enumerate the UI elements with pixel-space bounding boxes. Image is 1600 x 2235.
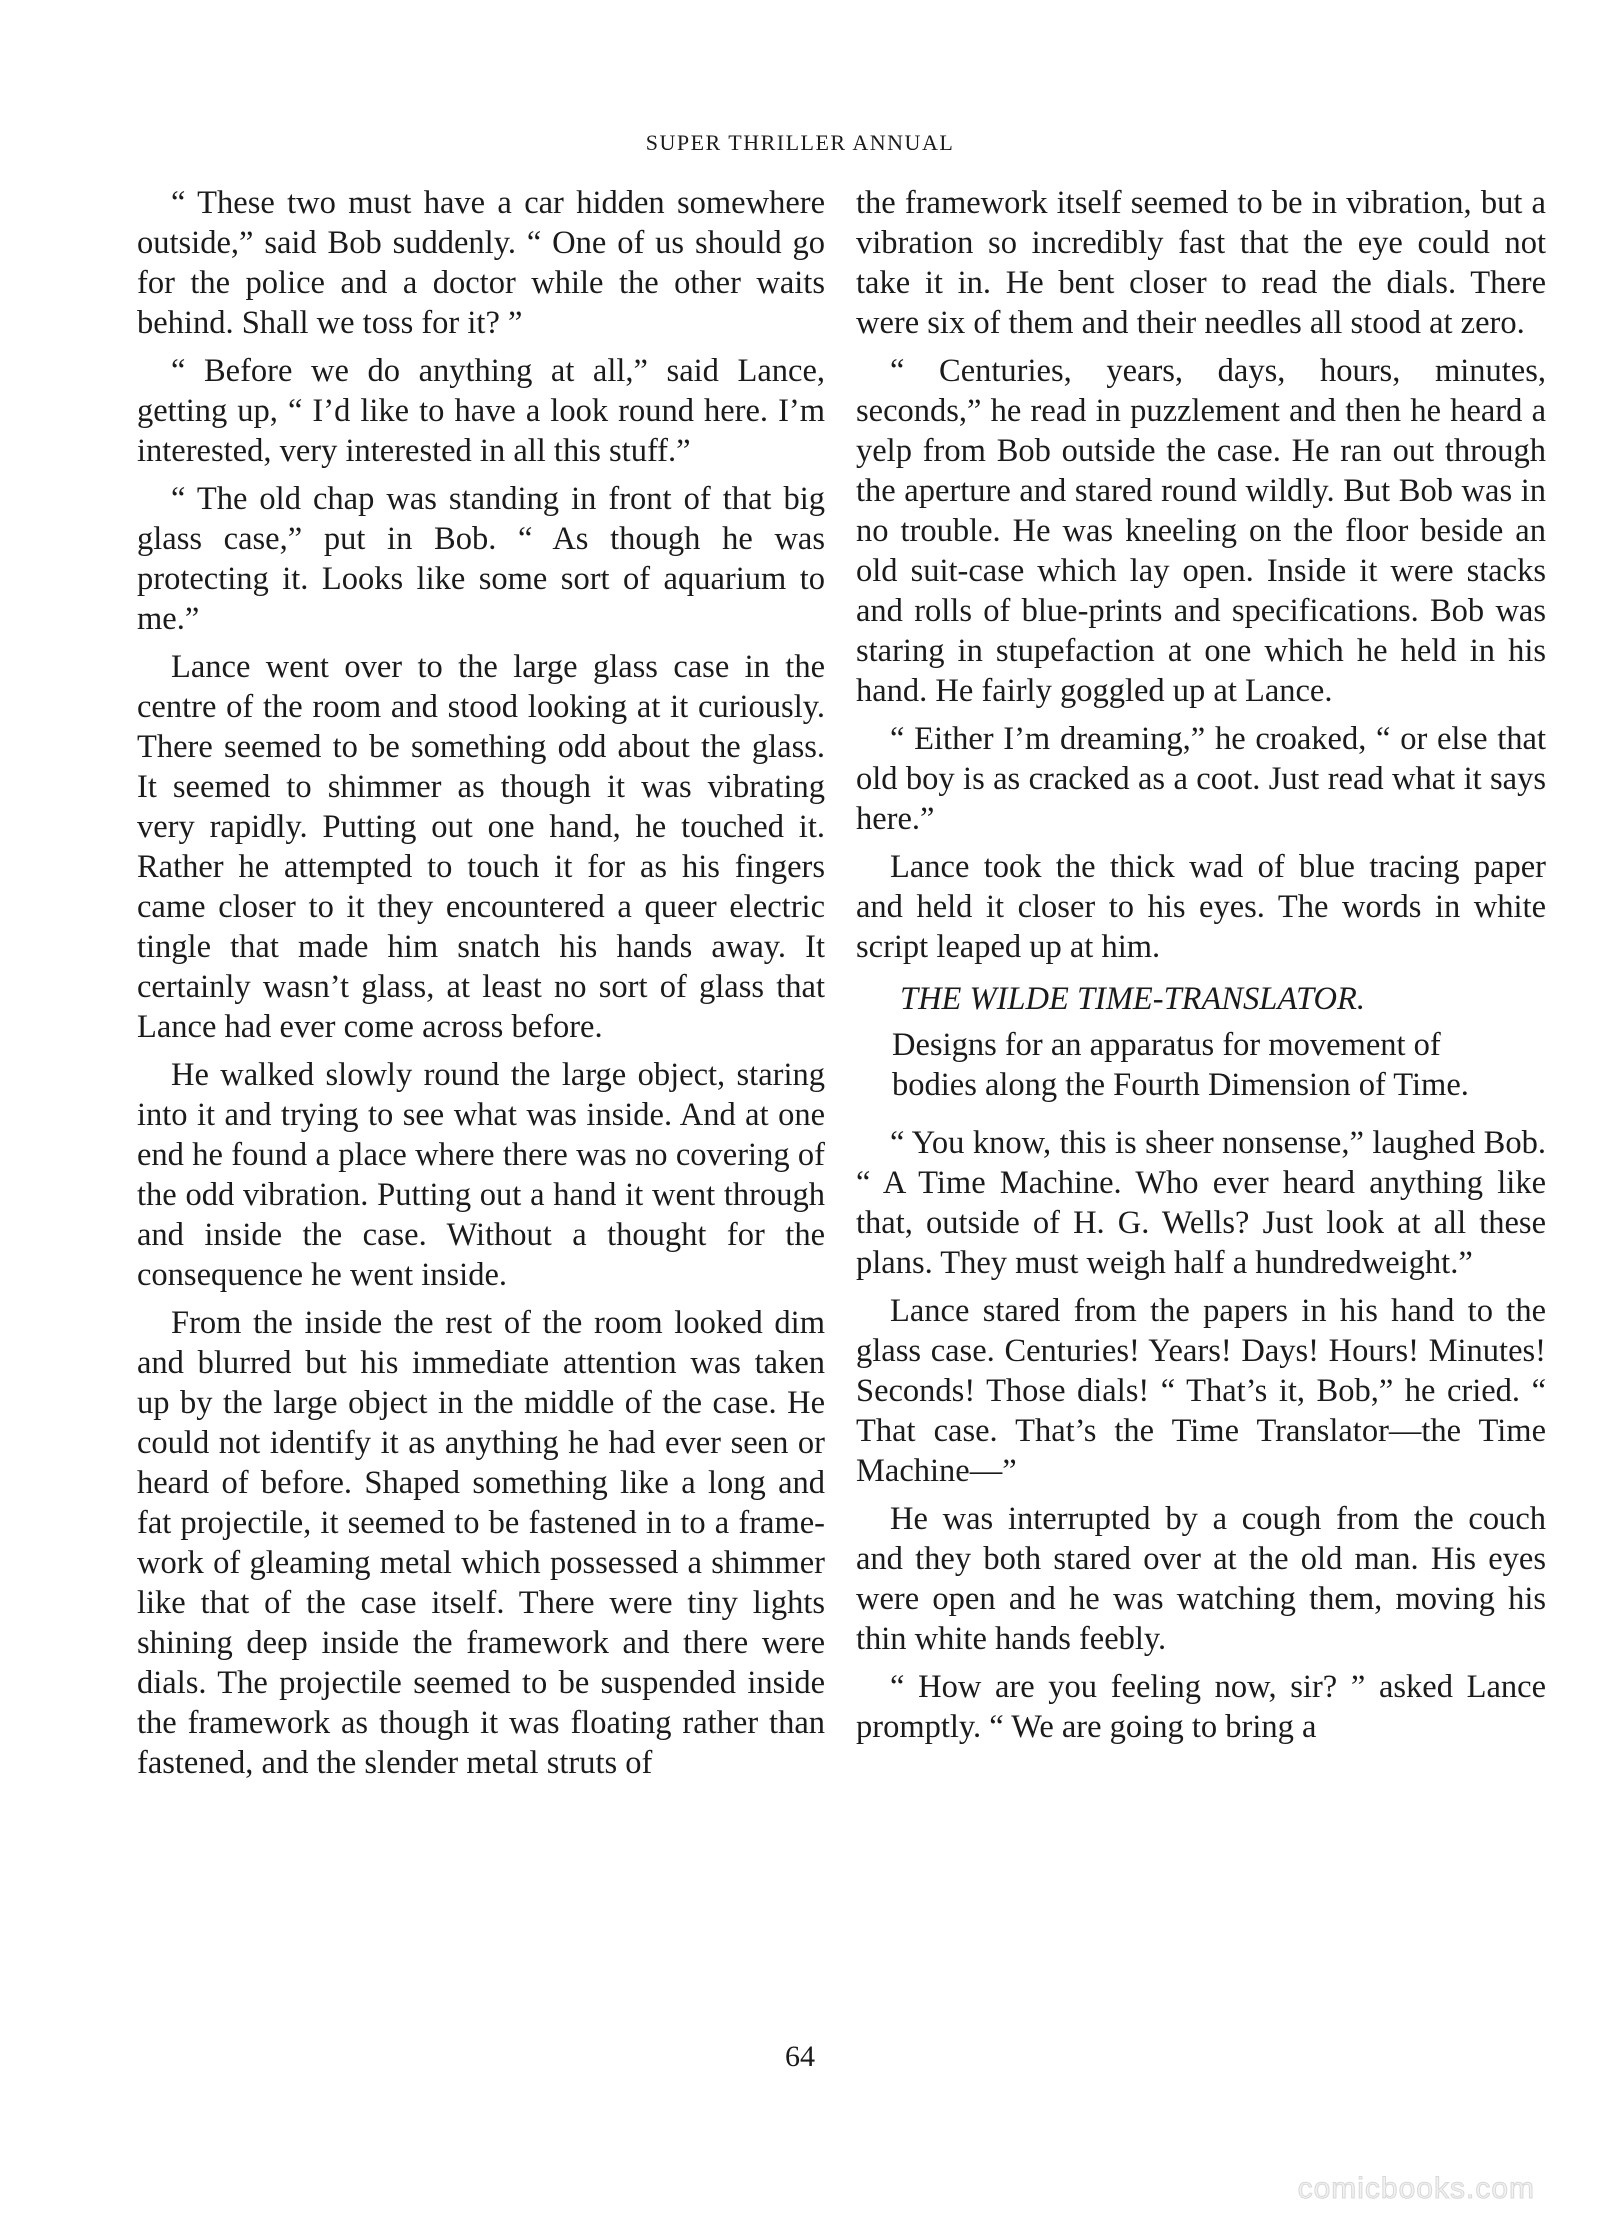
blueprint-title: THE WILDE TIME-TRANSLATOR. <box>900 981 1365 1017</box>
paragraph: “ Centuries, years, days, hours, minutes, seconds,” he read in puzzlement and then he heard a yelp from Bob outside the case. He ran out through the aperture and stared round wildly. But Bob was in no trouble. He was kneeling on the floor beside an old suit-case which lay open. Inside it were stacks and rolls of blue-prints and specifications. Bob was staring in stupefaction at one which he held in his hand. He fairly goggled up at Lance. <box>856 353 1546 709</box>
paragraph: He walked slowly round the large object, staring into it and trying to see what was inside. And at one end he found a place where there was no covering of the odd vibration. Putting out a hand it went through and inside the case. Without a thought for the consequence he went inside. <box>137 1057 825 1293</box>
blueprint-description: Designs for an apparatus for movement of bodies along the Fourth Dimension of Time. <box>892 1027 1469 1103</box>
paragraph: “ Either I’m dreaming,” he croaked, “ or else that old boy is as cracked as a coot. Just read what it says here.” <box>856 721 1546 837</box>
paragraph: “ Before we do anything at all,” said Lance, getting up, “ I’d like to have a look round here. I’m interested, very interested in all this stuff.” <box>137 353 825 469</box>
paragraph: “ These two must have a car hidden somewhere outside,” said Bob suddenly. “ One of us should go for the police and a doctor while the other waits behind. Shall we toss for it? ” <box>137 185 825 341</box>
running-header: SUPER THRILLER ANNUAL <box>645 130 955 155</box>
left-column <box>137 183 825 1791</box>
paragraph: Lance went over to the large glass case in the centre of the room and stood looking at it curiously. There seemed to be something odd about the glass. It seemed to shimmer as though it was vibrating very rapidly. Putting out one hand, he touched it. Rather he attempted to touch it for as his fingers came closer to it they encountered a queer electric tingle that made him snatch his hands away. It certainly wasn’t glass, at least no sort of glass that Lance had ever come across before. <box>137 649 825 1045</box>
paragraph-continued: the framework itself seemed to be in vibration, but a vibration so incredibly fast that the eye could not take it in. He bent closer to read the dials. There were six of them and their needles all stood at zero. <box>856 185 1546 341</box>
paragraph: “ How are you feeling now, sir? ” asked Lance promptly. “ We are going to bring a <box>856 1669 1546 1745</box>
paragraph: “ You know, this is sheer nonsense,” laughed Bob. “ A Time Machine. Who ever heard anything like that, outside of H. G. Wells? Just look at all these plans. They must weigh half a hundredweight.” <box>856 1125 1546 1281</box>
paragraph: “ The old chap was standing in front of that big glass case,” put in Bob. “ As though he was protecting it. Looks like some sort of aquarium to me.” <box>137 481 825 637</box>
watermark: comicbooks.com <box>1297 2172 1535 2205</box>
paragraph: From the inside the rest of the room looked dim and blurred but his immediate attention was taken up by the large object in the middle of the case. He could not identify it as anything he had ever seen or heard of before. Shaped something like a long and fat projectile, it seemed to be fastened in to a frame-work of gleaming metal which possessed a shimmer like that of the case itself. There were tiny lights shining deep inside the framework and there were dials. The projectile seemed to be suspended inside the framework as though it was floating rather than fastened, and the slender metal struts of <box>137 1305 825 1781</box>
page-number: 64 <box>785 2040 815 2073</box>
right-column <box>856 183 1546 1755</box>
paragraph: Lance stared from the papers in his hand to the glass case. Centuries! Years! Days! Hours! Minutes! Seconds! Those dials! “ That’s it, Bob,” he cried. “ That case. That’s the Time Translator—the Time Machine—” <box>856 1293 1546 1489</box>
paragraph: Lance took the thick wad of blue tracing paper and held it closer to his eyes. The words in white script leaped up at him. <box>856 849 1546 965</box>
paragraph: He was interrupted by a cough from the couch and they both stared over at the old man. His eyes were open and he was watching them, moving his thin white hands feebly. <box>856 1501 1546 1657</box>
